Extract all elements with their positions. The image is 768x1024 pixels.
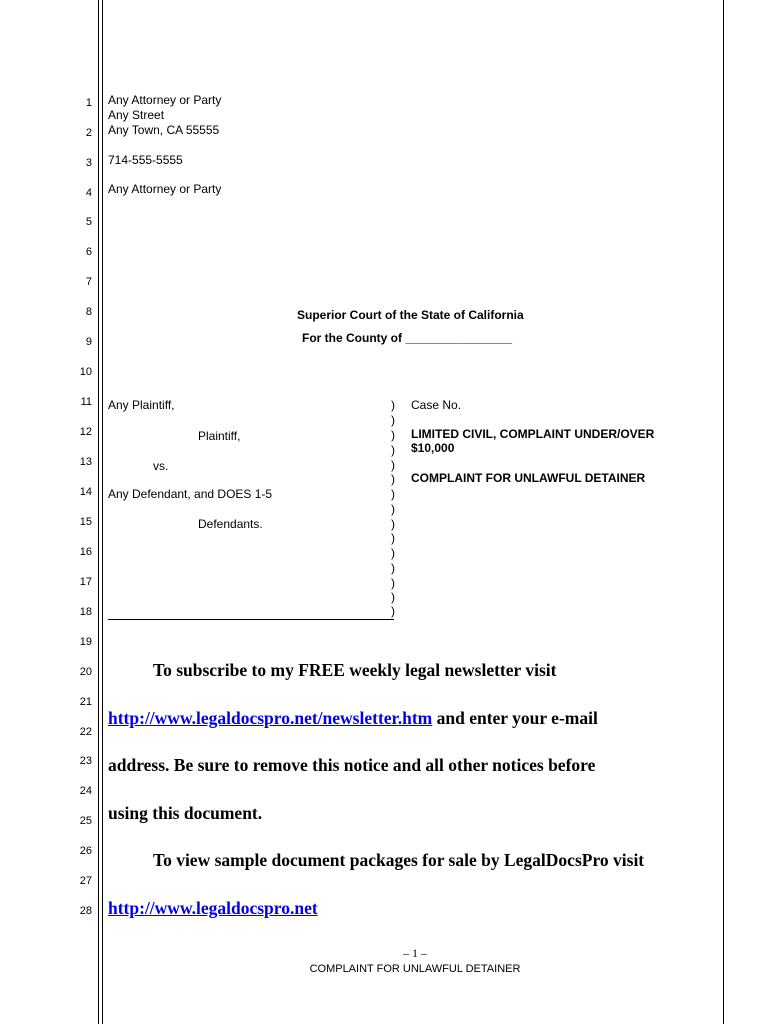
line-number: 7 — [85, 276, 92, 288]
footer-title: COMPLAINT FOR UNLAWFUL DETAINER — [309, 963, 521, 975]
line-number: 15 — [79, 516, 92, 528]
document-title: COMPLAINT FOR UNLAWFUL DETAINER — [411, 471, 646, 485]
notice-line-1: To subscribe to my FREE weekly legal newsletter visit — [153, 660, 557, 680]
line-number: 28 — [79, 905, 92, 917]
left-margin-line-outer — [98, 0, 99, 1024]
line-number: 24 — [79, 785, 92, 797]
paren: ) — [391, 590, 395, 604]
paren: ) — [391, 472, 395, 486]
paren: ) — [391, 398, 395, 412]
line-number: 5 — [85, 216, 92, 228]
line-number: 3 — [85, 157, 92, 169]
line-number: 1 — [85, 97, 92, 109]
paren: ) — [391, 531, 395, 545]
attorney-represents: Any Attorney or Party — [108, 182, 222, 196]
right-margin-line — [723, 0, 724, 1024]
notice-line-2 — [108, 708, 598, 729]
line-number: 26 — [79, 845, 92, 857]
left-margin-line-inner — [102, 0, 103, 1024]
court-county: For the County of ________________ — [302, 331, 513, 345]
line-number: 17 — [79, 576, 92, 588]
line-number: 16 — [79, 546, 92, 558]
paren: ) — [391, 546, 395, 560]
paren: ) — [391, 458, 395, 472]
plaintiff-label: Plaintiff, — [198, 429, 241, 443]
line-number: 9 — [85, 336, 92, 348]
paren: ) — [391, 487, 395, 501]
paren: ) — [391, 502, 395, 516]
case-type-line1: LIMITED CIVIL, COMPLAINT UNDER/OVER — [411, 427, 655, 441]
line-number: 14 — [79, 486, 92, 498]
defendants-label: Defendants. — [198, 517, 263, 531]
line-number: 22 — [79, 726, 92, 738]
plaintiff-name: Any Plaintiff, — [108, 398, 175, 412]
line-number: 4 — [85, 187, 92, 199]
attorney-city: Any Town, CA 55555 — [108, 123, 220, 137]
attorney-phone: 714-555-5555 — [108, 153, 183, 167]
notice-line-3: address. Be sure to remove this notice and all other notices before — [108, 755, 596, 775]
case-type-line2: $10,000 — [411, 441, 455, 455]
line-number: 12 — [79, 426, 92, 438]
line-number: 21 — [79, 696, 92, 708]
line-number: 2 — [85, 127, 92, 139]
newsletter-link[interactable]: http://www.legaldocspro.net/newsletter.htm — [108, 708, 433, 728]
paren: ) — [391, 413, 395, 427]
versus: vs. — [153, 459, 169, 473]
notice-line-2-rest: and enter your e-mail — [436, 708, 598, 728]
line-number: 10 — [79, 366, 92, 378]
paren: ) — [391, 443, 395, 457]
notice-line-5: To view sample document packages for sale by LegalDocsPro visit — [153, 850, 645, 870]
caption-underline — [108, 619, 394, 620]
paren: ) — [391, 576, 395, 590]
defendant-name: Any Defendant, and DOES 1-5 — [108, 487, 273, 501]
line-number: 8 — [85, 306, 92, 318]
paren: ) — [391, 604, 395, 618]
attorney-name: Any Attorney or Party — [108, 93, 222, 107]
line-number: 23 — [79, 755, 92, 767]
court-name: Superior Court of the State of California — [297, 308, 524, 322]
notice-line-4: using this document. — [108, 803, 263, 823]
paren: ) — [391, 561, 395, 575]
line-number: 19 — [79, 636, 92, 648]
page-number: – 1 – — [403, 946, 427, 960]
line-number: 20 — [79, 666, 92, 678]
paren: ) — [391, 428, 395, 442]
line-number: 27 — [79, 875, 92, 887]
line-number: 6 — [85, 246, 92, 258]
line-number: 25 — [79, 815, 92, 827]
line-number: 13 — [79, 456, 92, 468]
legaldocspro-link[interactable]: http://www.legaldocspro.net — [108, 898, 318, 918]
attorney-street: Any Street — [108, 108, 165, 122]
notice-line-6 — [108, 898, 318, 919]
case-number: Case No. — [411, 398, 462, 412]
line-number: 11 — [80, 396, 92, 408]
paren: ) — [391, 517, 395, 531]
line-number: 18 — [79, 606, 92, 618]
